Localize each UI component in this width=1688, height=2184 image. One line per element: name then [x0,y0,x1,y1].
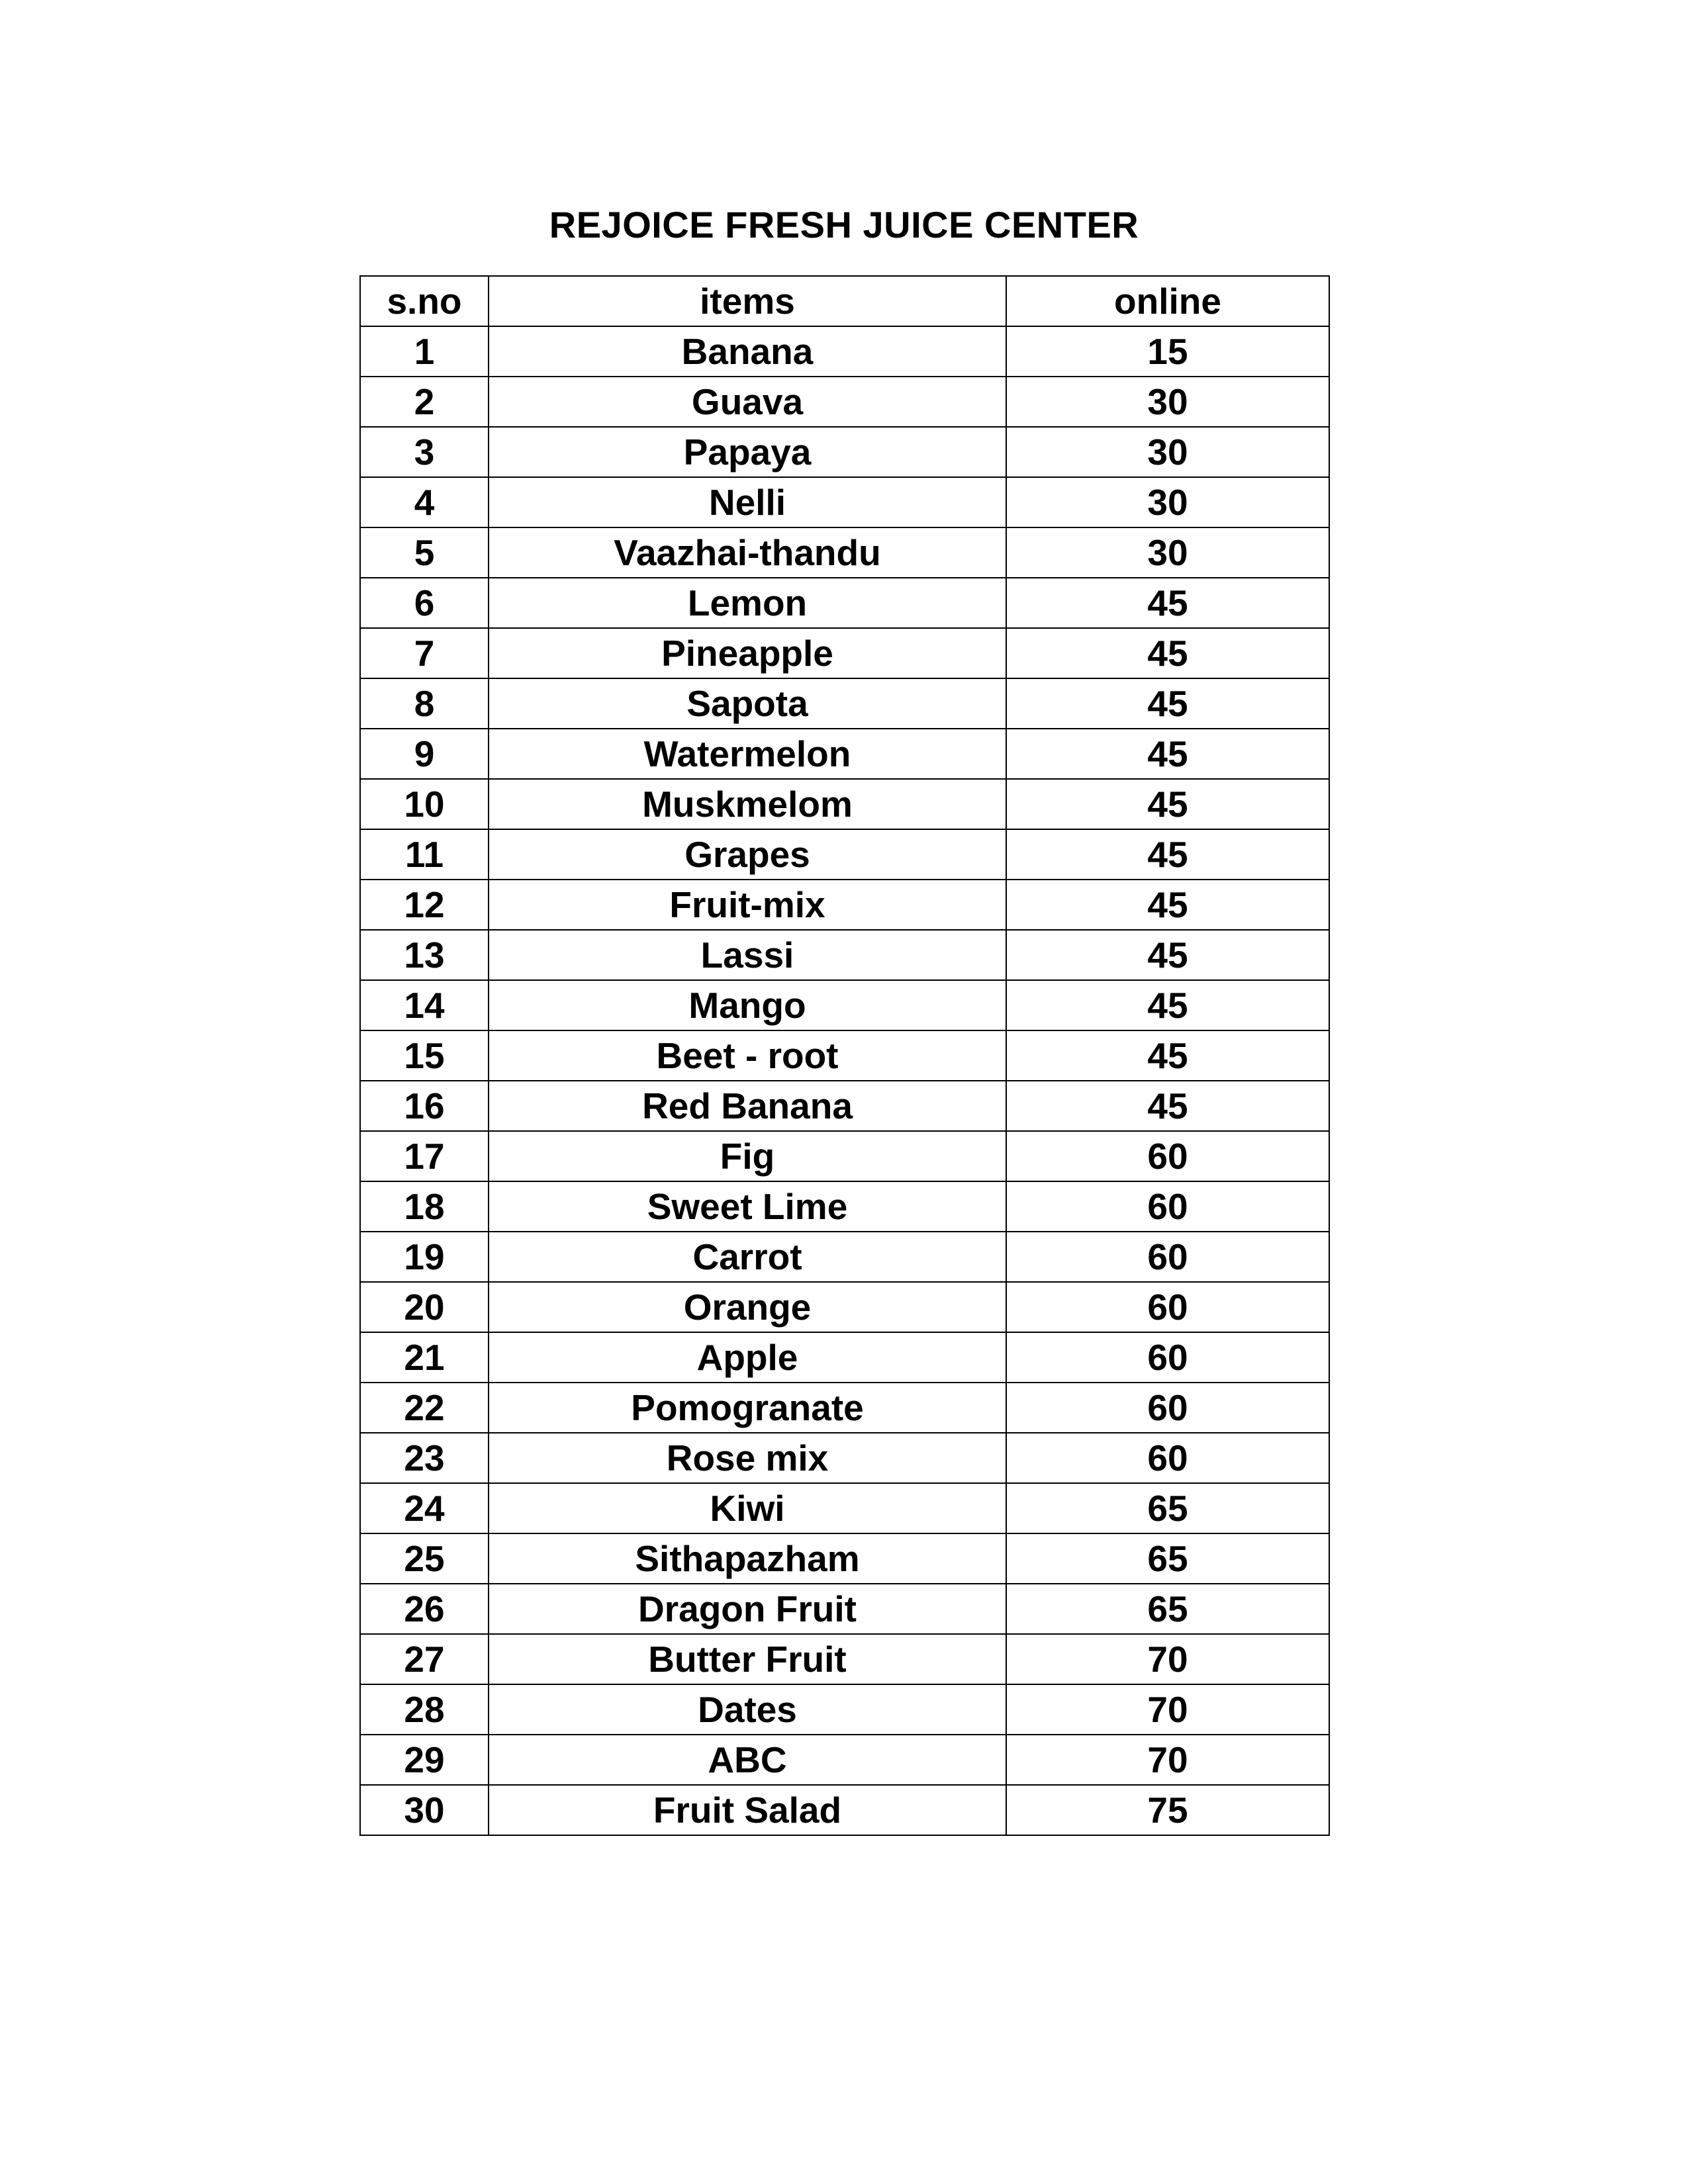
cell-item: Pineapple [489,628,1006,678]
cell-online: 45 [1006,578,1329,628]
cell-online: 60 [1006,1332,1329,1383]
table-row [360,1483,1329,1533]
table-row [360,729,1329,779]
cell-online: 45 [1006,829,1329,880]
table-row [360,1282,1329,1332]
cell-sno: 25 [360,1533,489,1584]
cell-item: Lassi [489,930,1006,980]
cell-sno: 8 [360,678,489,729]
cell-online: 60 [1006,1383,1329,1433]
cell-item: ABC [489,1735,1006,1785]
cell-online: 45 [1006,980,1329,1030]
cell-item: Vaazhai-thandu [489,527,1006,578]
cell-sno: 5 [360,527,489,578]
cell-online: 30 [1006,427,1329,477]
cell-online: 65 [1006,1483,1329,1533]
page-title: REJOICE FRESH JUICE CENTER [549,204,1139,246]
cell-sno: 26 [360,1584,489,1634]
table-row [360,880,1329,930]
cell-online: 60 [1006,1181,1329,1232]
cell-item: Nelli [489,477,1006,527]
cell-sno: 4 [360,477,489,527]
table-row [360,1232,1329,1282]
cell-online: 30 [1006,377,1329,427]
cell-item: Dragon Fruit [489,1584,1006,1634]
cell-online: 45 [1006,779,1329,829]
cell-item: Red Banana [489,1081,1006,1131]
cell-item: Guava [489,377,1006,427]
table-header-row [360,276,1329,326]
cell-online: 30 [1006,477,1329,527]
cell-item: Banana [489,326,1006,377]
cell-sno: 11 [360,829,489,880]
cell-item: Sapota [489,678,1006,729]
cell-sno: 15 [360,1030,489,1081]
cell-sno: 2 [360,377,489,427]
table-row [360,1030,1329,1081]
column-header-sno: s.no [360,276,489,326]
table-row [360,427,1329,477]
table-row [360,1785,1329,1835]
table-row [360,578,1329,628]
cell-item: Fruit-mix [489,880,1006,930]
cell-item: Carrot [489,1232,1006,1282]
cell-sno: 22 [360,1383,489,1433]
cell-online: 70 [1006,1735,1329,1785]
cell-item: Butter Fruit [489,1634,1006,1684]
table-row [360,477,1329,527]
cell-item: Sithapazham [489,1533,1006,1584]
cell-sno: 27 [360,1634,489,1684]
cell-sno: 1 [360,326,489,377]
cell-sno: 30 [360,1785,489,1835]
cell-online: 45 [1006,628,1329,678]
cell-sno: 20 [360,1282,489,1332]
cell-item: Muskmelom [489,779,1006,829]
cell-online: 70 [1006,1684,1329,1735]
cell-online: 60 [1006,1433,1329,1483]
cell-online: 65 [1006,1584,1329,1634]
table-row [360,1684,1329,1735]
cell-item: Lemon [489,578,1006,628]
cell-sno: 24 [360,1483,489,1533]
cell-online: 65 [1006,1533,1329,1584]
cell-item: Orange [489,1282,1006,1332]
cell-online: 45 [1006,880,1329,930]
cell-sno: 12 [360,880,489,930]
price-table [359,275,1330,1836]
cell-online: 45 [1006,1030,1329,1081]
cell-item: Kiwi [489,1483,1006,1533]
table-row [360,1533,1329,1584]
table-row [360,1332,1329,1383]
cell-sno: 10 [360,779,489,829]
cell-online: 45 [1006,1081,1329,1131]
table-row [360,1735,1329,1785]
cell-item: Papaya [489,427,1006,477]
cell-sno: 3 [360,427,489,477]
table-row [360,628,1329,678]
cell-item: Apple [489,1332,1006,1383]
cell-item: Pomogranate [489,1383,1006,1433]
table-row [360,377,1329,427]
table-row [360,779,1329,829]
table-row [360,1383,1329,1433]
cell-sno: 13 [360,930,489,980]
column-header-online: online [1006,276,1329,326]
cell-online: 75 [1006,1785,1329,1835]
cell-sno: 16 [360,1081,489,1131]
cell-online: 60 [1006,1232,1329,1282]
cell-sno: 23 [360,1433,489,1483]
table-row [360,1634,1329,1684]
cell-item: Grapes [489,829,1006,880]
cell-online: 45 [1006,729,1329,779]
cell-online: 30 [1006,527,1329,578]
table-row [360,829,1329,880]
table-row [360,678,1329,729]
cell-online: 60 [1006,1131,1329,1181]
cell-sno: 19 [360,1232,489,1282]
cell-item: Dates [489,1684,1006,1735]
table-row [360,1181,1329,1232]
cell-sno: 14 [360,980,489,1030]
cell-sno: 17 [360,1131,489,1181]
cell-online: 60 [1006,1282,1329,1332]
table-row [360,1081,1329,1131]
cell-item: Fruit Salad [489,1785,1006,1835]
table-row [360,930,1329,980]
cell-online: 70 [1006,1634,1329,1684]
cell-item: Beet - root [489,1030,1006,1081]
cell-sno: 28 [360,1684,489,1735]
cell-item: Watermelon [489,729,1006,779]
column-header-items: items [489,276,1006,326]
cell-item: Sweet Lime [489,1181,1006,1232]
cell-online: 45 [1006,930,1329,980]
cell-sno: 18 [360,1181,489,1232]
table-row [360,980,1329,1030]
cell-sno: 9 [360,729,489,779]
cell-online: 45 [1006,678,1329,729]
cell-sno: 21 [360,1332,489,1383]
cell-sno: 29 [360,1735,489,1785]
table-row [360,527,1329,578]
cell-item: Rose mix [489,1433,1006,1483]
cell-sno: 6 [360,578,489,628]
table-body [360,326,1329,1835]
cell-item: Mango [489,980,1006,1030]
table-row [360,1131,1329,1181]
cell-sno: 7 [360,628,489,678]
table-row [360,326,1329,377]
table-row [360,1584,1329,1634]
cell-item: Fig [489,1131,1006,1181]
cell-online: 15 [1006,326,1329,377]
table-row [360,1433,1329,1483]
